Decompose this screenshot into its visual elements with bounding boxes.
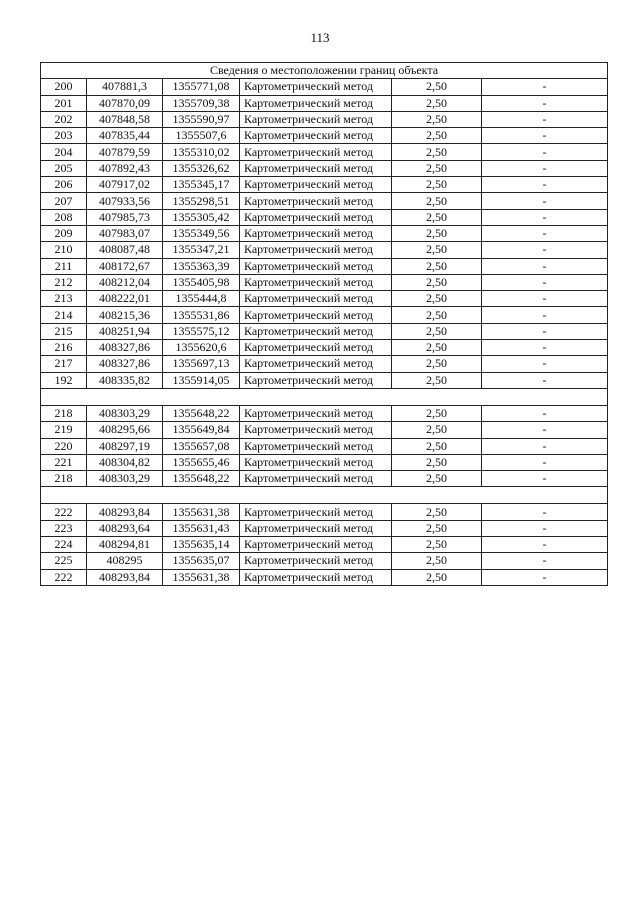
note-cell: - — [482, 111, 608, 127]
point-number-cell: 200 — [41, 79, 87, 95]
table-row — [41, 340, 608, 356]
method-cell: Картометрический метод — [240, 553, 392, 569]
table-row — [41, 111, 608, 127]
y-coordinate-cell: 1355648,22 — [163, 405, 240, 421]
table-row — [41, 471, 608, 487]
note-cell: - — [482, 258, 608, 274]
table-row — [41, 569, 608, 585]
table-row — [41, 438, 608, 454]
table-row — [41, 504, 608, 520]
method-cell: Картометрический метод — [240, 225, 392, 241]
x-coordinate-cell: 408297,19 — [87, 438, 163, 454]
note-cell: - — [482, 356, 608, 372]
point-number-cell: 222 — [41, 569, 87, 585]
table-row — [41, 553, 608, 569]
point-number-cell: 222 — [41, 504, 87, 520]
table-row — [41, 242, 608, 258]
x-coordinate-cell: 408327,86 — [87, 340, 163, 356]
table-row — [41, 177, 608, 193]
point-number-cell: 209 — [41, 225, 87, 241]
y-coordinate-cell: 1355349,56 — [163, 225, 240, 241]
method-cell: Картометрический метод — [240, 144, 392, 160]
method-cell: Картометрический метод — [240, 177, 392, 193]
accuracy-cell: 2,50 — [392, 520, 482, 536]
method-cell: Картометрический метод — [240, 274, 392, 290]
note-cell: - — [482, 242, 608, 258]
note-cell: - — [482, 274, 608, 290]
accuracy-cell: 2,50 — [392, 160, 482, 176]
table-row — [41, 209, 608, 225]
point-number-cell: 210 — [41, 242, 87, 258]
y-coordinate-cell: 1355531,86 — [163, 307, 240, 323]
table-row — [41, 225, 608, 241]
y-coordinate-cell: 1355635,14 — [163, 537, 240, 553]
method-cell: Картометрический метод — [240, 291, 392, 307]
y-coordinate-cell: 1355635,07 — [163, 553, 240, 569]
method-cell: Картометрический метод — [240, 128, 392, 144]
point-number-cell: 225 — [41, 553, 87, 569]
accuracy-cell: 2,50 — [392, 405, 482, 421]
accuracy-cell: 2,50 — [392, 471, 482, 487]
method-cell: Картометрический метод — [240, 307, 392, 323]
separator-cell — [41, 388, 608, 405]
accuracy-cell: 2,50 — [392, 95, 482, 111]
y-coordinate-cell: 1355655,46 — [163, 454, 240, 470]
x-coordinate-cell: 408295,66 — [87, 422, 163, 438]
accuracy-cell: 2,50 — [392, 225, 482, 241]
x-coordinate-cell: 408293,84 — [87, 569, 163, 585]
x-coordinate-cell: 408304,82 — [87, 454, 163, 470]
group-separator — [41, 388, 608, 405]
table-row — [41, 291, 608, 307]
table-title: Сведения о местоположении границ объекта — [41, 63, 608, 79]
y-coordinate-cell: 1355620,6 — [163, 340, 240, 356]
point-number-cell: 205 — [41, 160, 87, 176]
accuracy-cell: 2,50 — [392, 209, 482, 225]
note-cell: - — [482, 193, 608, 209]
note-cell: - — [482, 454, 608, 470]
separator-cell — [41, 487, 608, 504]
x-coordinate-cell: 407917,02 — [87, 177, 163, 193]
x-coordinate-cell: 408293,64 — [87, 520, 163, 536]
method-cell: Картометрический метод — [240, 323, 392, 339]
accuracy-cell: 2,50 — [392, 79, 482, 95]
table-row — [41, 79, 608, 95]
method-cell: Картометрический метод — [240, 422, 392, 438]
point-number-cell: 223 — [41, 520, 87, 536]
y-coordinate-cell: 1355771,08 — [163, 79, 240, 95]
accuracy-cell: 2,50 — [392, 537, 482, 553]
point-number-cell: 224 — [41, 537, 87, 553]
note-cell: - — [482, 422, 608, 438]
y-coordinate-cell: 1355310,02 — [163, 144, 240, 160]
table-row — [41, 520, 608, 536]
note-cell: - — [482, 537, 608, 553]
accuracy-cell: 2,50 — [392, 323, 482, 339]
point-number-cell: 203 — [41, 128, 87, 144]
accuracy-cell: 2,50 — [392, 356, 482, 372]
x-coordinate-cell: 408303,29 — [87, 405, 163, 421]
table-row — [41, 537, 608, 553]
point-number-cell: 206 — [41, 177, 87, 193]
point-number-cell: 214 — [41, 307, 87, 323]
x-coordinate-cell: 407848,58 — [87, 111, 163, 127]
x-coordinate-cell: 408294,81 — [87, 537, 163, 553]
point-number-cell: 213 — [41, 291, 87, 307]
point-number-cell: 192 — [41, 372, 87, 388]
x-coordinate-cell: 408251,94 — [87, 323, 163, 339]
x-coordinate-cell: 407983,07 — [87, 225, 163, 241]
method-cell: Картометрический метод — [240, 79, 392, 95]
table-row — [41, 160, 608, 176]
x-coordinate-cell: 408222,01 — [87, 291, 163, 307]
x-coordinate-cell: 408293,84 — [87, 504, 163, 520]
accuracy-cell: 2,50 — [392, 128, 482, 144]
accuracy-cell: 2,50 — [392, 111, 482, 127]
note-cell: - — [482, 177, 608, 193]
y-coordinate-cell: 1355405,98 — [163, 274, 240, 290]
note-cell: - — [482, 225, 608, 241]
y-coordinate-cell: 1355575,12 — [163, 323, 240, 339]
note-cell: - — [482, 438, 608, 454]
table-header-row — [41, 63, 608, 79]
y-coordinate-cell: 1355363,39 — [163, 258, 240, 274]
method-cell: Картометрический метод — [240, 471, 392, 487]
note-cell: - — [482, 471, 608, 487]
x-coordinate-cell: 407933,56 — [87, 193, 163, 209]
x-coordinate-cell: 408087,48 — [87, 242, 163, 258]
x-coordinate-cell: 408327,86 — [87, 356, 163, 372]
point-number-cell: 220 — [41, 438, 87, 454]
y-coordinate-cell: 1355305,42 — [163, 209, 240, 225]
note-cell: - — [482, 553, 608, 569]
table-row — [41, 356, 608, 372]
point-number-cell: 211 — [41, 258, 87, 274]
point-number-cell: 208 — [41, 209, 87, 225]
method-cell: Картометрический метод — [240, 454, 392, 470]
point-number-cell: 216 — [41, 340, 87, 356]
x-coordinate-cell: 408335,82 — [87, 372, 163, 388]
point-number-cell: 218 — [41, 471, 87, 487]
accuracy-cell: 2,50 — [392, 177, 482, 193]
y-coordinate-cell: 1355590,97 — [163, 111, 240, 127]
method-cell: Картометрический метод — [240, 340, 392, 356]
y-coordinate-cell: 1355631,43 — [163, 520, 240, 536]
method-cell: Картометрический метод — [240, 242, 392, 258]
accuracy-cell: 2,50 — [392, 372, 482, 388]
accuracy-cell: 2,50 — [392, 258, 482, 274]
x-coordinate-cell: 408212,04 — [87, 274, 163, 290]
method-cell: Картометрический метод — [240, 438, 392, 454]
point-number-cell: 204 — [41, 144, 87, 160]
table-row — [41, 144, 608, 160]
method-cell: Картометрический метод — [240, 537, 392, 553]
method-cell: Картометрический метод — [240, 209, 392, 225]
method-cell: Картометрический метод — [240, 160, 392, 176]
accuracy-cell: 2,50 — [392, 340, 482, 356]
note-cell: - — [482, 405, 608, 421]
table-row — [41, 193, 608, 209]
method-cell: Картометрический метод — [240, 569, 392, 585]
point-number-cell: 219 — [41, 422, 87, 438]
y-coordinate-cell: 1355347,21 — [163, 242, 240, 258]
table-row — [41, 323, 608, 339]
y-coordinate-cell: 1355649,84 — [163, 422, 240, 438]
method-cell: Картометрический метод — [240, 193, 392, 209]
note-cell: - — [482, 291, 608, 307]
accuracy-cell: 2,50 — [392, 454, 482, 470]
method-cell: Картометрический метод — [240, 111, 392, 127]
note-cell: - — [482, 128, 608, 144]
point-number-cell: 212 — [41, 274, 87, 290]
accuracy-cell: 2,50 — [392, 307, 482, 323]
note-cell: - — [482, 569, 608, 585]
table-row — [41, 128, 608, 144]
page-number: 113 — [310, 30, 330, 45]
y-coordinate-cell: 1355657,08 — [163, 438, 240, 454]
x-coordinate-cell: 408295 — [87, 553, 163, 569]
point-number-cell: 215 — [41, 323, 87, 339]
x-coordinate-cell: 407892,43 — [87, 160, 163, 176]
y-coordinate-cell: 1355326,62 — [163, 160, 240, 176]
note-cell: - — [482, 160, 608, 176]
note-cell: - — [482, 95, 608, 111]
x-coordinate-cell: 407879,59 — [87, 144, 163, 160]
note-cell: - — [482, 144, 608, 160]
point-number-cell: 201 — [41, 95, 87, 111]
note-cell: - — [482, 323, 608, 339]
point-number-cell: 202 — [41, 111, 87, 127]
table-row — [41, 372, 608, 388]
y-coordinate-cell: 1355345,17 — [163, 177, 240, 193]
accuracy-cell: 2,50 — [392, 553, 482, 569]
table-row — [41, 422, 608, 438]
point-number-cell: 217 — [41, 356, 87, 372]
method-cell: Картометрический метод — [240, 372, 392, 388]
accuracy-cell: 2,50 — [392, 422, 482, 438]
note-cell: - — [482, 520, 608, 536]
table-row — [41, 454, 608, 470]
y-coordinate-cell: 1355507,6 — [163, 128, 240, 144]
table-row — [41, 405, 608, 421]
method-cell: Картометрический метод — [240, 356, 392, 372]
x-coordinate-cell: 408303,29 — [87, 471, 163, 487]
accuracy-cell: 2,50 — [392, 504, 482, 520]
note-cell: - — [482, 372, 608, 388]
method-cell: Картометрический метод — [240, 504, 392, 520]
y-coordinate-cell: 1355697,13 — [163, 356, 240, 372]
accuracy-cell: 2,50 — [392, 274, 482, 290]
y-coordinate-cell: 1355631,38 — [163, 504, 240, 520]
y-coordinate-cell: 1355631,38 — [163, 569, 240, 585]
note-cell: - — [482, 209, 608, 225]
method-cell: Картометрический метод — [240, 405, 392, 421]
note-cell: - — [482, 307, 608, 323]
x-coordinate-cell: 407870,09 — [87, 95, 163, 111]
accuracy-cell: 2,50 — [392, 569, 482, 585]
x-coordinate-cell: 408215,36 — [87, 307, 163, 323]
table-row — [41, 258, 608, 274]
accuracy-cell: 2,50 — [392, 144, 482, 160]
x-coordinate-cell: 407835,44 — [87, 128, 163, 144]
y-coordinate-cell: 1355709,38 — [163, 95, 240, 111]
table-row — [41, 95, 608, 111]
y-coordinate-cell: 1355914,05 — [163, 372, 240, 388]
x-coordinate-cell: 407881,3 — [87, 79, 163, 95]
method-cell: Картометрический метод — [240, 258, 392, 274]
accuracy-cell: 2,50 — [392, 242, 482, 258]
method-cell: Картометрический метод — [240, 95, 392, 111]
x-coordinate-cell: 407985,73 — [87, 209, 163, 225]
point-number-cell: 218 — [41, 405, 87, 421]
boundary-coordinates-table — [40, 62, 608, 586]
accuracy-cell: 2,50 — [392, 193, 482, 209]
note-cell: - — [482, 504, 608, 520]
y-coordinate-cell: 1355444,8 — [163, 291, 240, 307]
y-coordinate-cell: 1355648,22 — [163, 471, 240, 487]
note-cell: - — [482, 340, 608, 356]
y-coordinate-cell: 1355298,51 — [163, 193, 240, 209]
group-separator — [41, 487, 608, 504]
accuracy-cell: 2,50 — [392, 438, 482, 454]
accuracy-cell: 2,50 — [392, 291, 482, 307]
point-number-cell: 221 — [41, 454, 87, 470]
point-number-cell: 207 — [41, 193, 87, 209]
x-coordinate-cell: 408172,67 — [87, 258, 163, 274]
table-row — [41, 307, 608, 323]
table-row — [41, 274, 608, 290]
note-cell: - — [482, 79, 608, 95]
method-cell: Картометрический метод — [240, 520, 392, 536]
